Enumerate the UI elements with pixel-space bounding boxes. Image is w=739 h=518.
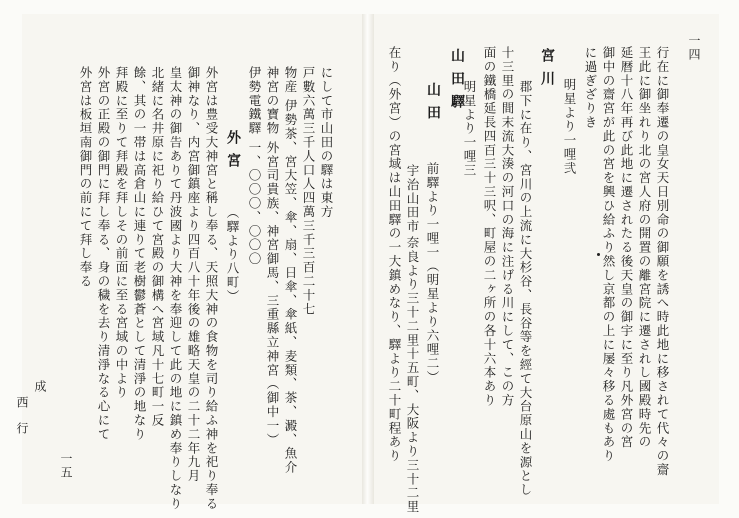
distance-line: 明星より一哩弐 (562, 78, 577, 176)
left-text-line: 伊勢電鐵驛 一、〇〇〇、〇〇〇 (247, 66, 262, 266)
print-mark (597, 253, 600, 256)
section-heading-miyagawa: 宮川 (539, 48, 555, 94)
miyagawa-text: 郡下に在り、宮川の上流に大杉谷、長谷等を經て大台原山を源とし (518, 80, 533, 497)
yamada-text: 奈良より三十二里十五町、大阪より三十二里 (405, 236, 420, 514)
geku-distance: （驛より八町） (225, 206, 240, 304)
geku-text: 御神なり、内宮御鎮座より四百八十年後の雄略天皇の二十二年九月 (186, 66, 201, 483)
left-text-line: 戸數六萬三千人口人四萬三千三百二十七 (301, 66, 316, 317)
yamada-station: 宇治山田市 (405, 164, 420, 234)
book-gutter (362, 14, 374, 504)
geku-text: 外宮は豊受大神宮と稱し奉る、天照大神の食物を司り給ふ神を祀り奉る (204, 66, 219, 511)
yamada-text: 在り（外宮）の宮域は山田驛の一大鎮めなり、驛より二十町程あり (387, 46, 402, 463)
right-text-line: 御中の齋宮が此の宮を興ひ給ふり然し京都の上に屡々移る處もあり (601, 46, 616, 463)
right-text-line: 延暦十八年再び此地に遷されたる後天皇の御宇に至り凡外宮の宮 (619, 46, 634, 450)
geku-text: 拜殿に至りて拜殿を拜しその前面に至る宮域の中より (114, 66, 129, 400)
left-text-line: 神宮の寶物 外宮司貴族、神宮御馬、三重縣立神宮（御中一） (265, 66, 280, 447)
left-text-line: にして市山田の驛は東方 (319, 66, 334, 219)
margin-note: 成 (33, 380, 47, 406)
geku-text: 北緒に名井原に祀り給ひて宮殿の御構へ宮域凡十七町一反 (150, 66, 165, 428)
geku-text: 餘、其の一帯は高倉山に連りて老樹鬱蒼として清淨の地なり (132, 66, 147, 442)
section-heading-yamada: 山田 (425, 82, 441, 128)
miyagawa-text: 面の鐵橋延長四百三十三呎、町屋の二ヶ所の各十六本あり (482, 46, 497, 408)
left-page-number: 一五 (59, 452, 73, 480)
left-text-line: 物産 伊勢茶、宮大笠、傘、扇、日傘、傘紙、麦類、茶、澱、魚介 (283, 66, 298, 475)
geku-text: 外宮は板垣南御門の前にて拜し奉る (78, 66, 93, 289)
geku-text: 外宮の正殿の御門に拜し奉る、身の穢を去り清淨なる心にて (96, 66, 111, 442)
miyagawa-text: 十三里の間末流大湊の河口の海に注げる川にして、この方 (500, 46, 515, 408)
section-heading-geku: 外宮 (225, 130, 241, 176)
margin-note: 西行 (15, 396, 29, 448)
geku-text: 皇太神の御告ありて丹波國より大神を奉迎して此の地に鎮め奉りしなり (168, 66, 183, 511)
distance-line: 明星より一哩三 (462, 80, 477, 178)
right-page-number: 一四 (687, 34, 701, 62)
right-text-line: 王此に御坐れり北の宮人府の開置の離宮院に遷されし國殿時先の (637, 46, 652, 450)
yamada-distance: 前驛より一哩一（明星より六哩二） (425, 162, 440, 385)
right-text-line: 行在に御奉遷の皇女天日別命の御願を誘へ時此地に移されて代々の齋 (655, 46, 670, 477)
section-heading-yamada-station: 山田驛 (449, 48, 465, 117)
right-text-line: に過ぎざりき (583, 46, 598, 130)
